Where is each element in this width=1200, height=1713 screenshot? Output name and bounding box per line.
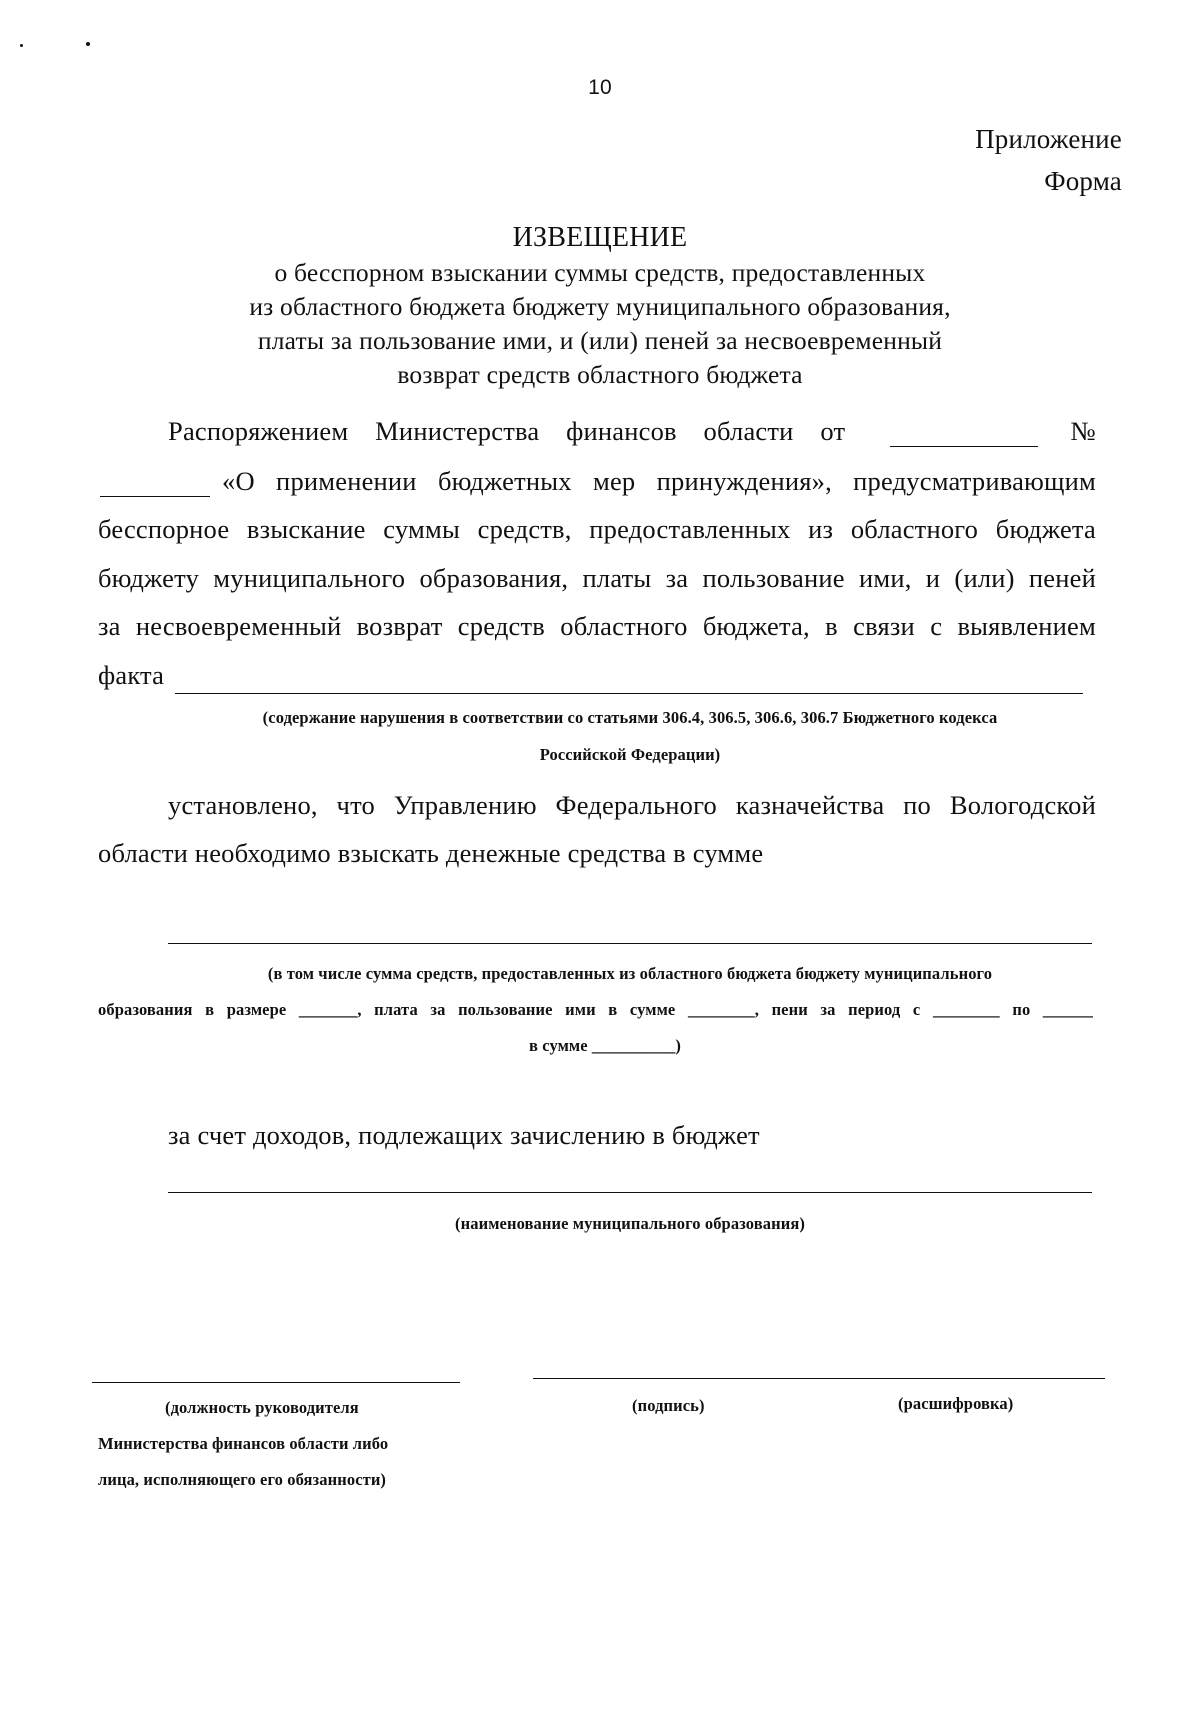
body-line-8: области необходимо взыскать денежные средства в сумме: [98, 838, 764, 868]
amount-caption-3: в сумме __________): [529, 1036, 681, 1055]
body-line-5: за несвоевременный возврат средств областного бюджета, в связи с выявлением: [98, 611, 1096, 641]
scan-speck: [86, 42, 90, 46]
subtitle-line-4: возврат средств областного бюджета: [397, 360, 803, 389]
decree-intro: Распоряжением Министерства финансов области от: [168, 416, 846, 446]
document-title: ИЗВЕЩЕНИЕ: [512, 222, 688, 253]
subtitle-line-2: из областного бюджета бюджету муниципального образования,: [249, 292, 951, 321]
appendix-label: Приложение: [975, 124, 1122, 154]
decree-title: «О применении бюджетных мер принуждения», предусматривающим: [222, 466, 1096, 496]
signature-decoding-line[interactable]: [533, 1378, 1105, 1379]
decree-number-blank[interactable]: [100, 496, 210, 497]
fact-blank[interactable]: [175, 693, 1083, 694]
violation-caption-2: Российской Федерации): [539, 745, 721, 764]
municipality-blank[interactable]: [168, 1192, 1092, 1193]
amount-blank[interactable]: [168, 943, 1092, 944]
body-line-4: бюджету муниципального образования, платы за пользование ими, и (или) пеней: [98, 563, 1096, 593]
body-line-3: бесспорное взыскание суммы средств, предоставленных из областного бюджета: [98, 514, 1096, 544]
decree-date-blank[interactable]: [890, 446, 1038, 447]
position-signature-line[interactable]: [92, 1382, 460, 1383]
position-caption-1: (должность руководителя: [165, 1398, 359, 1417]
decoding-caption: (расшифровка): [898, 1394, 1014, 1413]
municipality-caption: (наименование муниципального образования): [455, 1214, 805, 1233]
body-line-1: [168, 416, 1096, 447]
subtitle-line-1: о бесспорном взыскании суммы средств, предоставленных: [274, 258, 926, 287]
fact-label: факта: [98, 660, 165, 690]
position-caption-2: Министерства финансов области либо: [98, 1434, 389, 1453]
amount-caption-2: образования в размере _______, плата за пользование ими в сумме ________, пени за период с ________ по ______: [98, 1000, 1093, 1019]
signature-caption: (подпись): [632, 1396, 705, 1415]
number-sign: №: [1070, 416, 1096, 446]
body-line-7: установлено, что Управлению Федерального казначейства по Вологодской: [168, 790, 1096, 820]
page-number: 10: [588, 76, 612, 99]
subtitle-line-3: платы за пользование ими, и (или) пеней за несвоевременный: [257, 326, 943, 355]
body-line-9: за счет доходов, подлежащих зачислению в бюджет: [168, 1120, 760, 1150]
violation-caption-1: (содержание нарушения в соответствии со статьями 306.4, 306.5, 306.6, 306.7 Бюджетного кодекса: [262, 708, 998, 727]
position-caption-3: лица, исполняющего его обязанности): [98, 1470, 387, 1489]
amount-caption-1: (в том числе сумма средств, предоставленных из областного бюджета бюджету муниципального: [267, 964, 993, 983]
form-label: Форма: [1044, 166, 1122, 196]
scan-speck: [20, 44, 23, 47]
